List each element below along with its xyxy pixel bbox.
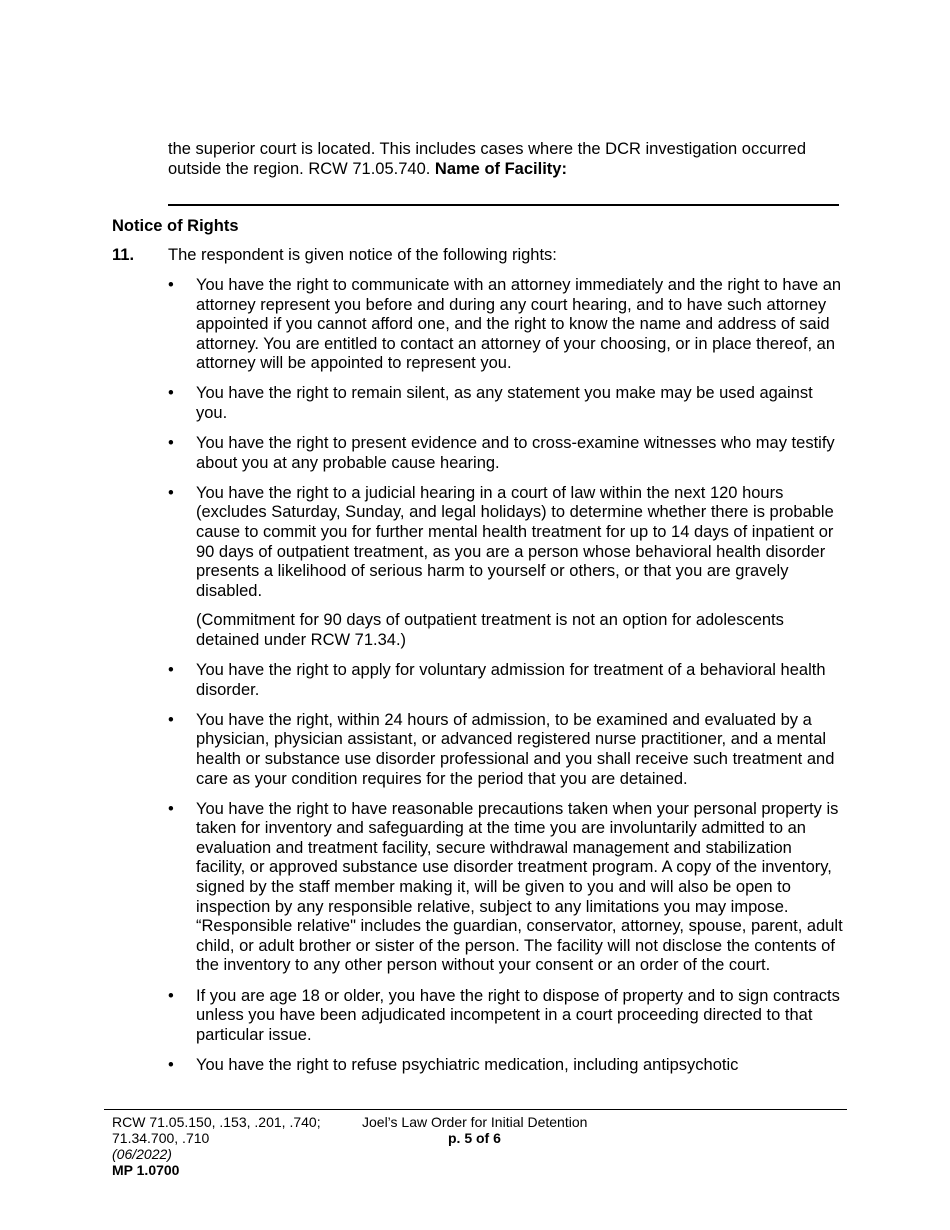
- rights-list: [168, 276, 843, 1086]
- footer-divider: [104, 1109, 847, 1110]
- footer-statute-line1: RCW 71.05.150, .153, .201, .740;: [112, 1114, 321, 1130]
- footer-revision: (06/2022): [112, 1146, 172, 1162]
- bullet-icon: •: [168, 710, 174, 729]
- right-text: You have the right to present evidence and to cross-examine witnesses who may testify about you at any probable cause hearing.: [196, 434, 835, 472]
- right-text: You have the right to remain silent, as any statement you make may be used against you.: [196, 384, 813, 423]
- facility-name-line: [168, 204, 839, 206]
- list-item: [168, 434, 843, 473]
- item-text: The respondent is given notice of the following rights:: [168, 246, 557, 264]
- right-text: If you are age 18 or older, you have the right to dispose of property and to sign contracts unless you have been adjudicated incompetent in a court proceeding directed to that particular issue.: [196, 986, 840, 1044]
- item-number: 11.: [112, 246, 135, 264]
- bullet-icon: •: [168, 661, 174, 680]
- right-text: You have the right to communicate with an attorney immediately and the right to have an attorney represent you before and during any court hearing, and to have such attorney appointed if you cannot afford one, and the right to know the name and address of said attorney. You are entitled to contact an attorney of your choosing, or in place thereof, an attorney will be appointed to represent you.: [196, 276, 842, 373]
- footer-left: [112, 1114, 321, 1178]
- list-item: [168, 384, 843, 423]
- list-item: [168, 1056, 843, 1076]
- hearing-note: (Commitment for 90 days of outpatient treatment is not an option for adolescents detained under RCW 71.34.): [196, 611, 784, 649]
- bullet-icon: •: [168, 434, 174, 453]
- footer-page-number: p. 5 of 6: [448, 1130, 501, 1146]
- intro-text: the superior court is located. This includes cases where the DCR investigation occurred outside the region. RCW 71.05.740.: [168, 140, 807, 178]
- right-text: You have the right to a judicial hearing in a court of law within the next 120 hours (excludes Saturday, Sunday, and legal holidays) to determine whether there is probable cause to commit you for further mental health treatment for up to 14 days of inpatient or 90 days of outpatient treatment, as you are a person whose behavioral health disorder presents a likelihood of serious harm to yourself or others, or that you are gravely disabled.: [196, 483, 834, 600]
- bullet-icon: •: [168, 276, 174, 294]
- right-text: You have the right, within 24 hours of admission, to be examined and evaluated by a physician, physician assistant, or advanced registered nurse practitioner, and a mental health or substance use disorder professional and you shall receive such treatment and care as your condition requires for the period that you are detained.: [196, 710, 835, 788]
- bullet-icon: •: [168, 1055, 174, 1074]
- footer-form-number: MP 1.0700: [112, 1162, 180, 1178]
- bullet-icon: •: [168, 986, 174, 1005]
- bullet-icon: •: [168, 384, 174, 403]
- facility-label: Name of Facility:: [434, 160, 567, 178]
- intro-paragraph: [168, 139, 843, 179]
- footer-center: [362, 1114, 587, 1146]
- right-text: You have the right to apply for voluntary admission for treatment of a behavioral health disorder.: [196, 661, 826, 699]
- footer-statute-line2: 71.34.700, .710: [112, 1130, 210, 1146]
- footer-form-title: Joel’s Law Order for Initial Detention: [362, 1114, 588, 1130]
- bullet-icon: •: [168, 799, 174, 818]
- right-text: You have the right to have reasonable precautions taken when your personal property is taken for inventory and safeguarding at the time you are involuntarily admitted to an evaluation and treatment facility, secure withdrawal management and stabilization facility, or approved substance use disorder treatment program. A copy of the inventory, signed by the staff member making it, will be given to you and will also be open to inspection by any responsible relative, subject to any limitations you may impose. “Responsible relative" includes the guardian, conservator, attorney, spouse, parent, adult child, or adult brother or sister of the person. The facility will not disclose the contents of the inventory to any other person without your consent or an order of the court.: [196, 799, 843, 975]
- list-item: [168, 276, 843, 374]
- list-item: [168, 987, 843, 1046]
- list-item: [168, 800, 843, 976]
- bullet-icon: •: [168, 483, 174, 502]
- right-text: You have the right to refuse psychiatric medication, including antipsychotic: [196, 1055, 739, 1074]
- list-item: [168, 711, 843, 789]
- section-heading: Notice of Rights: [112, 217, 239, 235]
- list-item: [168, 661, 843, 700]
- list-item: [168, 484, 843, 651]
